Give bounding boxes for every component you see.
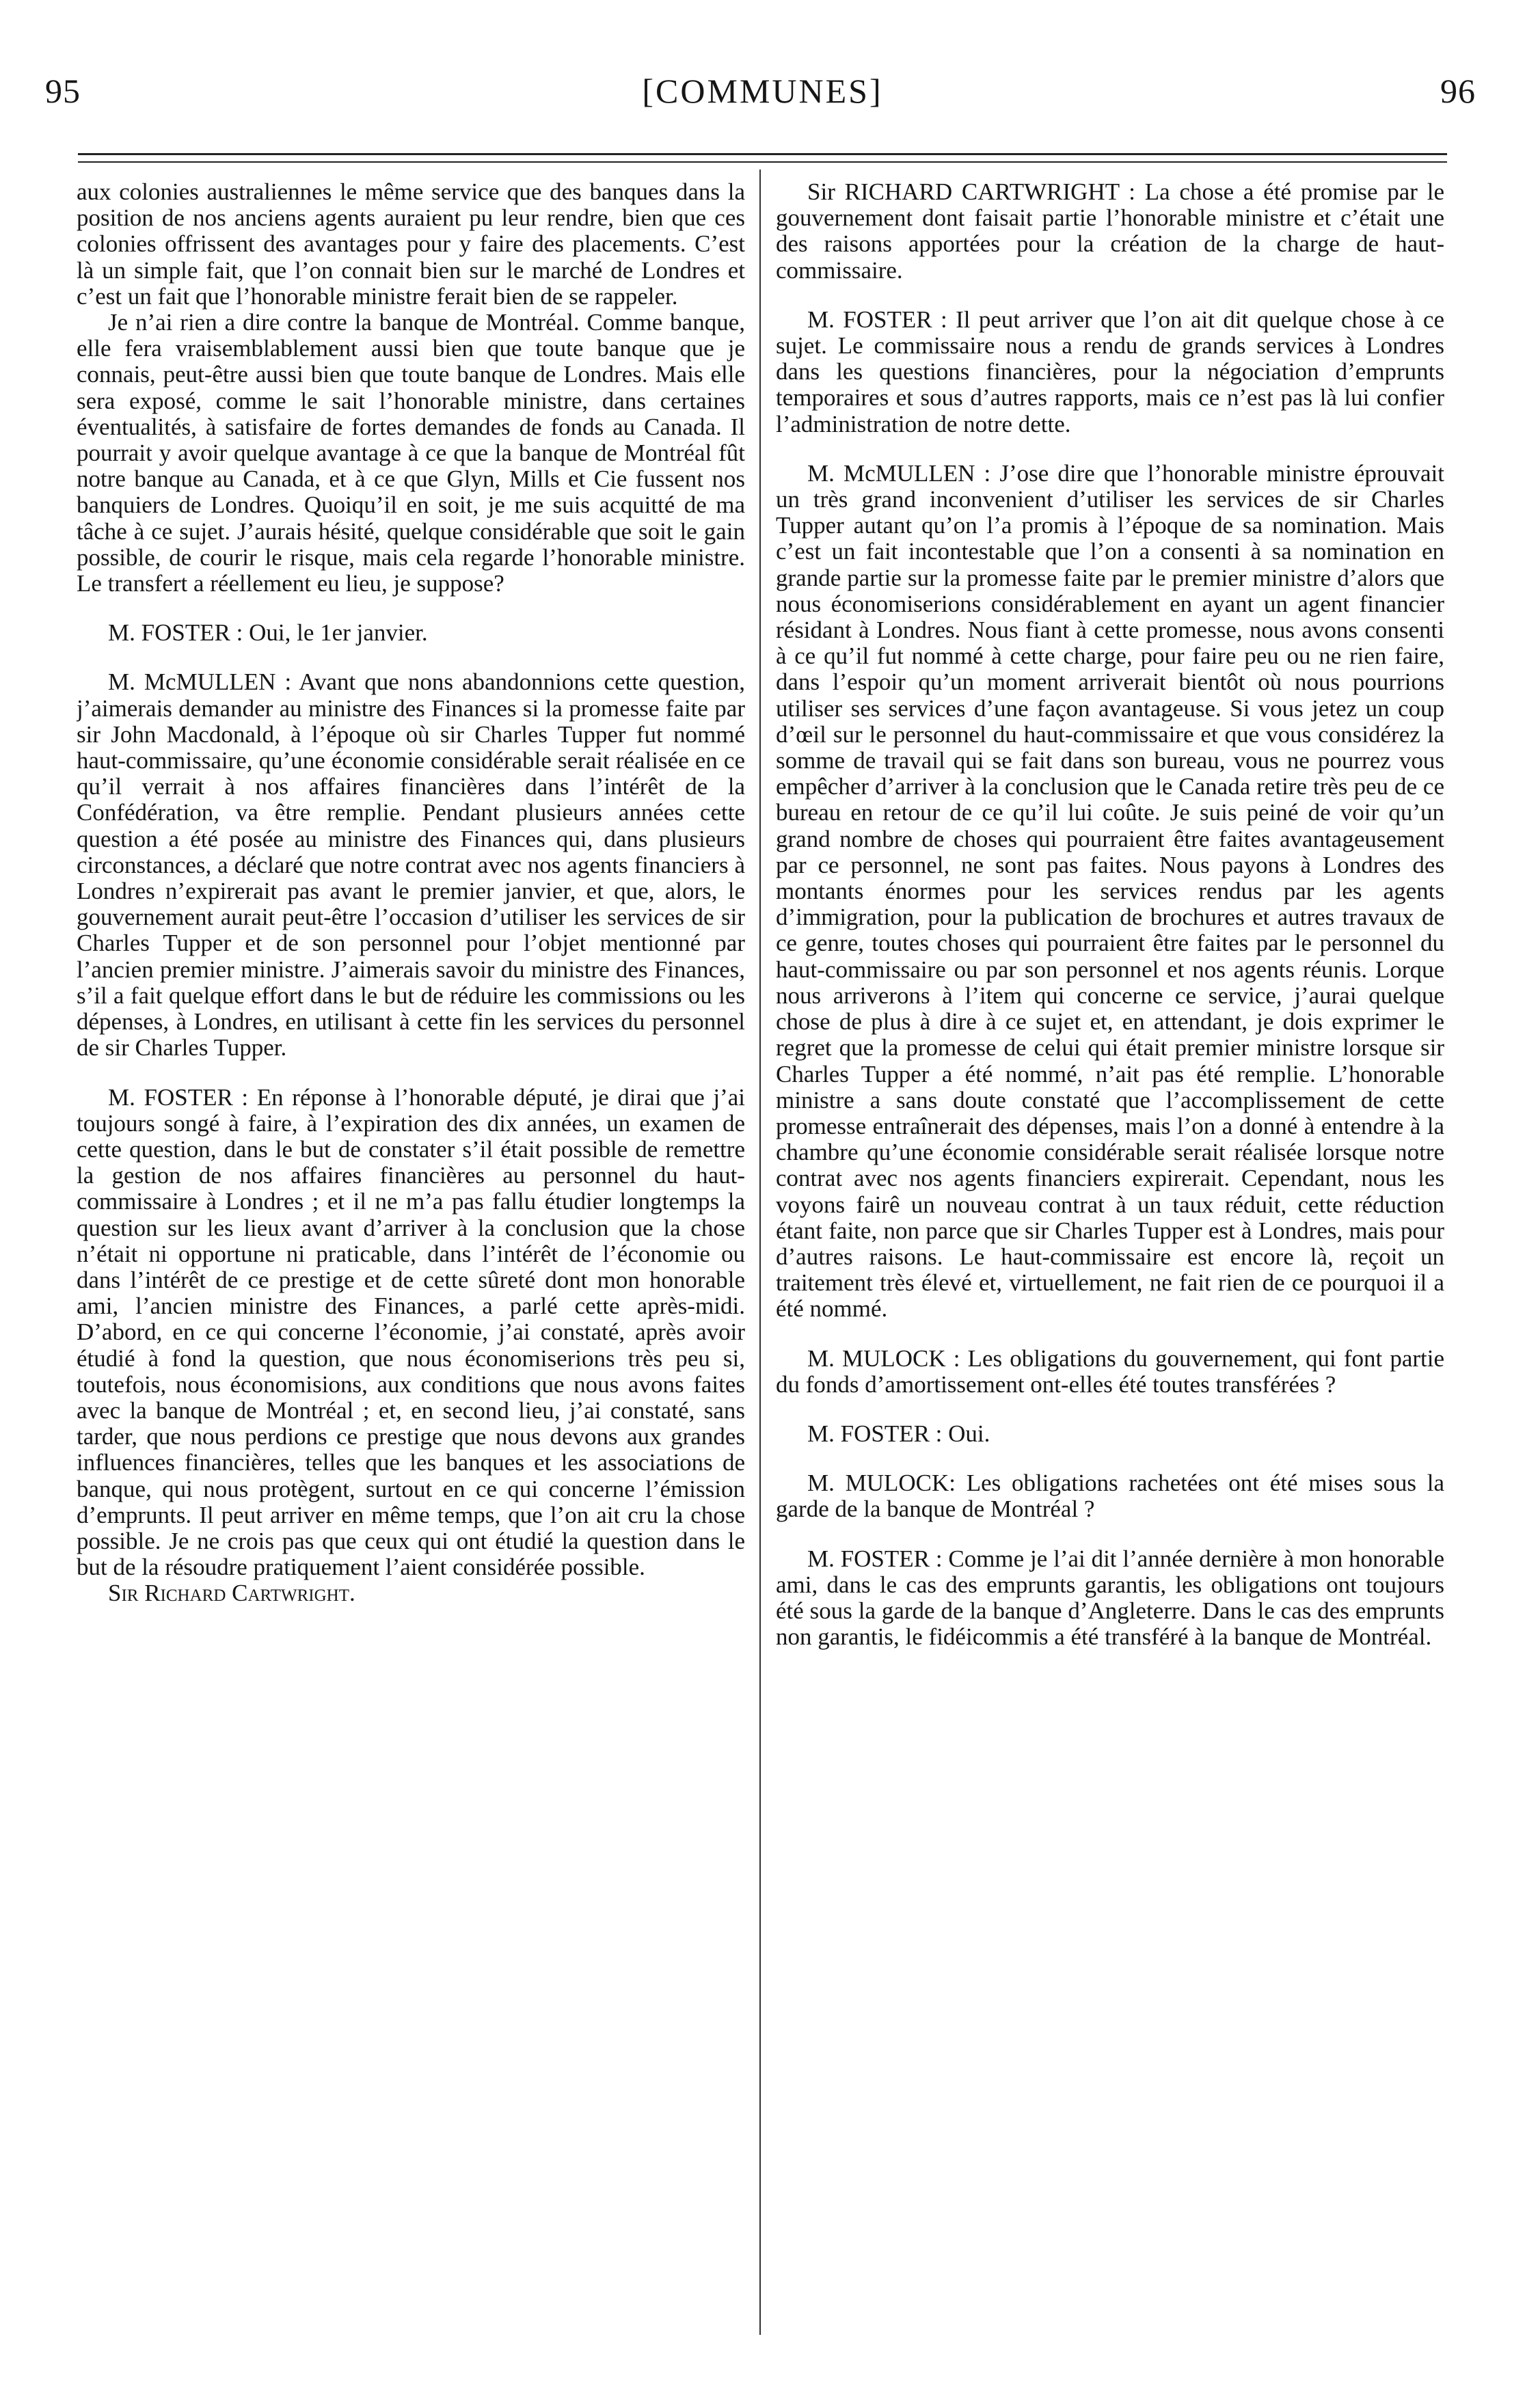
left-column xyxy=(77,179,745,2332)
speaker-paragraph: M. FOSTER : Il peut arriver que l’on ait dit quelque chose à ce sujet. Le commissaire nous a rendu de grands services à Londres dans les questions financières, pour la négociation d’emprunts temporaires et sous d’autres rapports, mais ce n’est pas là lui confier l’administration de notre dette. xyxy=(776,306,1444,437)
speaker-paragraph: M. FOSTER : Oui, le 1er janvier. xyxy=(108,619,428,647)
speaker-paragraph: M. McMULLEN : J’ose dire que l’honorable ministre éprouvait un très grand inconvenient d’utiliser les services de sir Charles Tupper autant qu’on l’a promis à l’époque de sa nomination. Mais c’est un fait incontestable que l’on a consenti à sa nomination en grande partie sur la promesse faite par le premier ministre d’alors que nous économiserions considérablement en ayant un agent financier résidant à Londres. Nous fiant à cette promesse, nous avons consenti à ce qu’il fut nommé à cette charge, pour faire peu ou ne rien faire, dans l’espoir qu’un moment arriverait bientôt où nous pourrions utiliser ses services d’une façon avantageuse. Si vous jetez un coup d’œil sur le personnel du haut-commissaire et que vous considérez la somme de travail qui se fait dans son bureau, vous ne pourrez vous empêcher d’arriver à la conclusion que le Canada retire très peu de ce bureau en retour de ce qu’il lui coûte. Je suis peiné de voir qu’un grand nombre de choses qui pourraient être faites avantageusement par ce personnel, ne sont pas faites. Nous payons à Londres des montants énormes pour les services rendus par les agents d’immigration, pour la publication de brochures et autres travaux de ce genre, toutes choses qui pourraient être faites par le personnel du haut-commissaire ou par son personnel et nos agents réunis. Lorque nous arriverons à l’item qui concerne ce service, j’aurai quelque chose de plus à dire à ce sujet et, en attendant, je dois exprimer le regret que la promesse de celui qui était premier ministre lorsque sir Charles Tupper a été nommé, n’ait pas été remplie. L’honorable ministre a sans doute constaté que l’accomplissement de cette promesse entraînerait des dépenses, mais l’on a donné à entendre à la chambre qu’une économie considérable serait réalisée lorsque notre contrat avec nos agents financiers expirerait. Cependant, nous les voyons fairê un nouveau contrat à un taux réduit, cette réduction étant faite, non parce que sir Charles Tupper est à Londres, mais pour d’autres raisons. Le haut-commissaire est encore là, reçoit un traitement très élevé et, virtuellement, ne fait rien de ce pourquoi il a été nommé. xyxy=(776,459,1444,1323)
paragraph: Je n’ai rien a dire contre la banque de Montréal. Comme banque, elle fera vraisemblablement aussi bien que toute banque que je connais, peut-être aussi bien que toute banque de Londres. Mais elle sera exposé, comme le sait l’honorable ministre, dans certaines éventualités, à satisfaire de fortes demandes de fonds au Canada. Il pourrait y avoir quelque avantage à ce que la banque de Montréal fût notre banque au Canada, et à ce que Glyn, Mills et Cie fussent nos banquiers de Londres. Quoiqu’il en soit, je me suis acquitté de ma tâche à ce sujet. J’aurais hésité, quelque considérable que soit le gain possible, de courir le risque, mais cela regarde l’honorable ministre. Le transfert a réellement eu lieu, je suppose? xyxy=(77,309,745,597)
page-number-right: 96 xyxy=(1440,72,1476,110)
speaker-paragraph: Sir RICHARD CARTWRIGHT : La chose a été promise par le gouvernement dont faisait partie l’honorable ministre et c’était une des raisons apportées pour la création de la charge de haut-commissaire. xyxy=(776,179,1444,284)
speaker-paragraph: M. FOSTER : Comme je l’ai dit l’année dernière à mon honorable ami, dans le cas des emprunts garantis, les obligations ont toujours été sous la garde de la banque d’Angleterre. Dans le cas des emprunts non garantis, le fidéicommis a été transféré à la banque de Montréal. xyxy=(776,1545,1444,1651)
page-number-left: 95 xyxy=(45,72,81,110)
speaker-paragraph: M. FOSTER : En réponse à l’honorable député, je dirai que j’ai toujours songé à faire, à l’expiration des dix années, un examen de cette question, dans le but de constater s’il était possible de remettre la gestion de nos affaires financières au personnel du haut-commissaire à Londres ; et il ne m’a pas fallu étudier longtemps la question sur les lieux avant d’arriver à la conclusion que la chose n’était ni opportune ni praticable, dans l’intérêt de l’économie ou dans l’intérêt de ce prestige et de cette sûreté dont mon honorable ami, l’ancien ministre des Finances, a parlé cette après-midi. D’abord, en ce qui concerne l’économie, j’ai constaté, après avoir étudié à fond la question, que nous économiserions très peu si, toutefois, nous économisions, aux conditions que nous avons faites avec la banque de Montréal ; et, en second lieu, j’ai constaté, sans tarder, que nous perdions ce prestige que nous devons aux grandes influences financières, telles que les banques et les associations de banque, qui nous protègent, surtout en ce qui concerne l’émission d’emprunts. Il peut arriver en même temps, que l’on ait cru la chose possible. Je ne crois pas que ceux qui ont étudié la question dans le but de la résoudre pratiquement l’aient considérée possible. xyxy=(77,1083,745,1581)
speaker-paragraph: M. MULOCK: Les obligations rachetées ont été mises sous la garde de la banque de Montréal ? xyxy=(776,1470,1444,1523)
header-rule-top xyxy=(78,153,1447,155)
header-rule-bottom xyxy=(78,161,1447,163)
right-column xyxy=(776,179,1444,2332)
speaker-paragraph: M. MULOCK : Les obligations du gouvernement, qui font partie du fonds d’amortissement ont-elles été toutes transférées ? xyxy=(776,1344,1444,1398)
speaker-paragraph: M. McMULLEN : Avant que nons abandonnions cette question, j’aimerais demander au ministre des Finances si la promesse faite par sir John Macdonald, à l’époque où sir Charles Tupper fut nommé haut-commissaire, qu’une économie considérable serait réalisée en ce qu’il verrait à nos affaires financières dans l’intérêt de la Confédération, va être remplie. Pendant plusieurs années cette question a été posée au ministre des Finances qui, dans plusieurs circonstances, a déclaré que notre contrat avec nos agents financiers à Londres n’expirerait pas avant le premier janvier, et que, alors, le gouvernement aurait peut-être l’occasion d’utiliser les services de sir Charles Tupper et de son personnel pour l’objet mentionné par l’ancien premier ministre. J’aimerais savoir du ministre des Finances, s’il a fait quelque effort dans le but de réduire les commissions ou les dépenses, à Londres, en utilisant à cette fin les services du personnel de sir Charles Tupper. xyxy=(77,668,745,1061)
paragraph: aux colonies australiennes le même service que des banques dans la position de nos anciens agents auraient pu leur rendre, bien que ces colonies offrissent des avantages pour y faire des placements. C’est là un simple fait, que l’on connait bien sur le marché de Londres et c’est un fait que l’honorable ministre ferait bien de se rappeler. xyxy=(77,179,745,310)
catchword-signature: Sir Richard Cartwright. xyxy=(108,1580,355,1607)
speaker-paragraph: M. FOSTER : Oui. xyxy=(807,1420,990,1447)
page-title: [COMMUNES] xyxy=(642,72,883,110)
column-divider xyxy=(759,170,761,2335)
